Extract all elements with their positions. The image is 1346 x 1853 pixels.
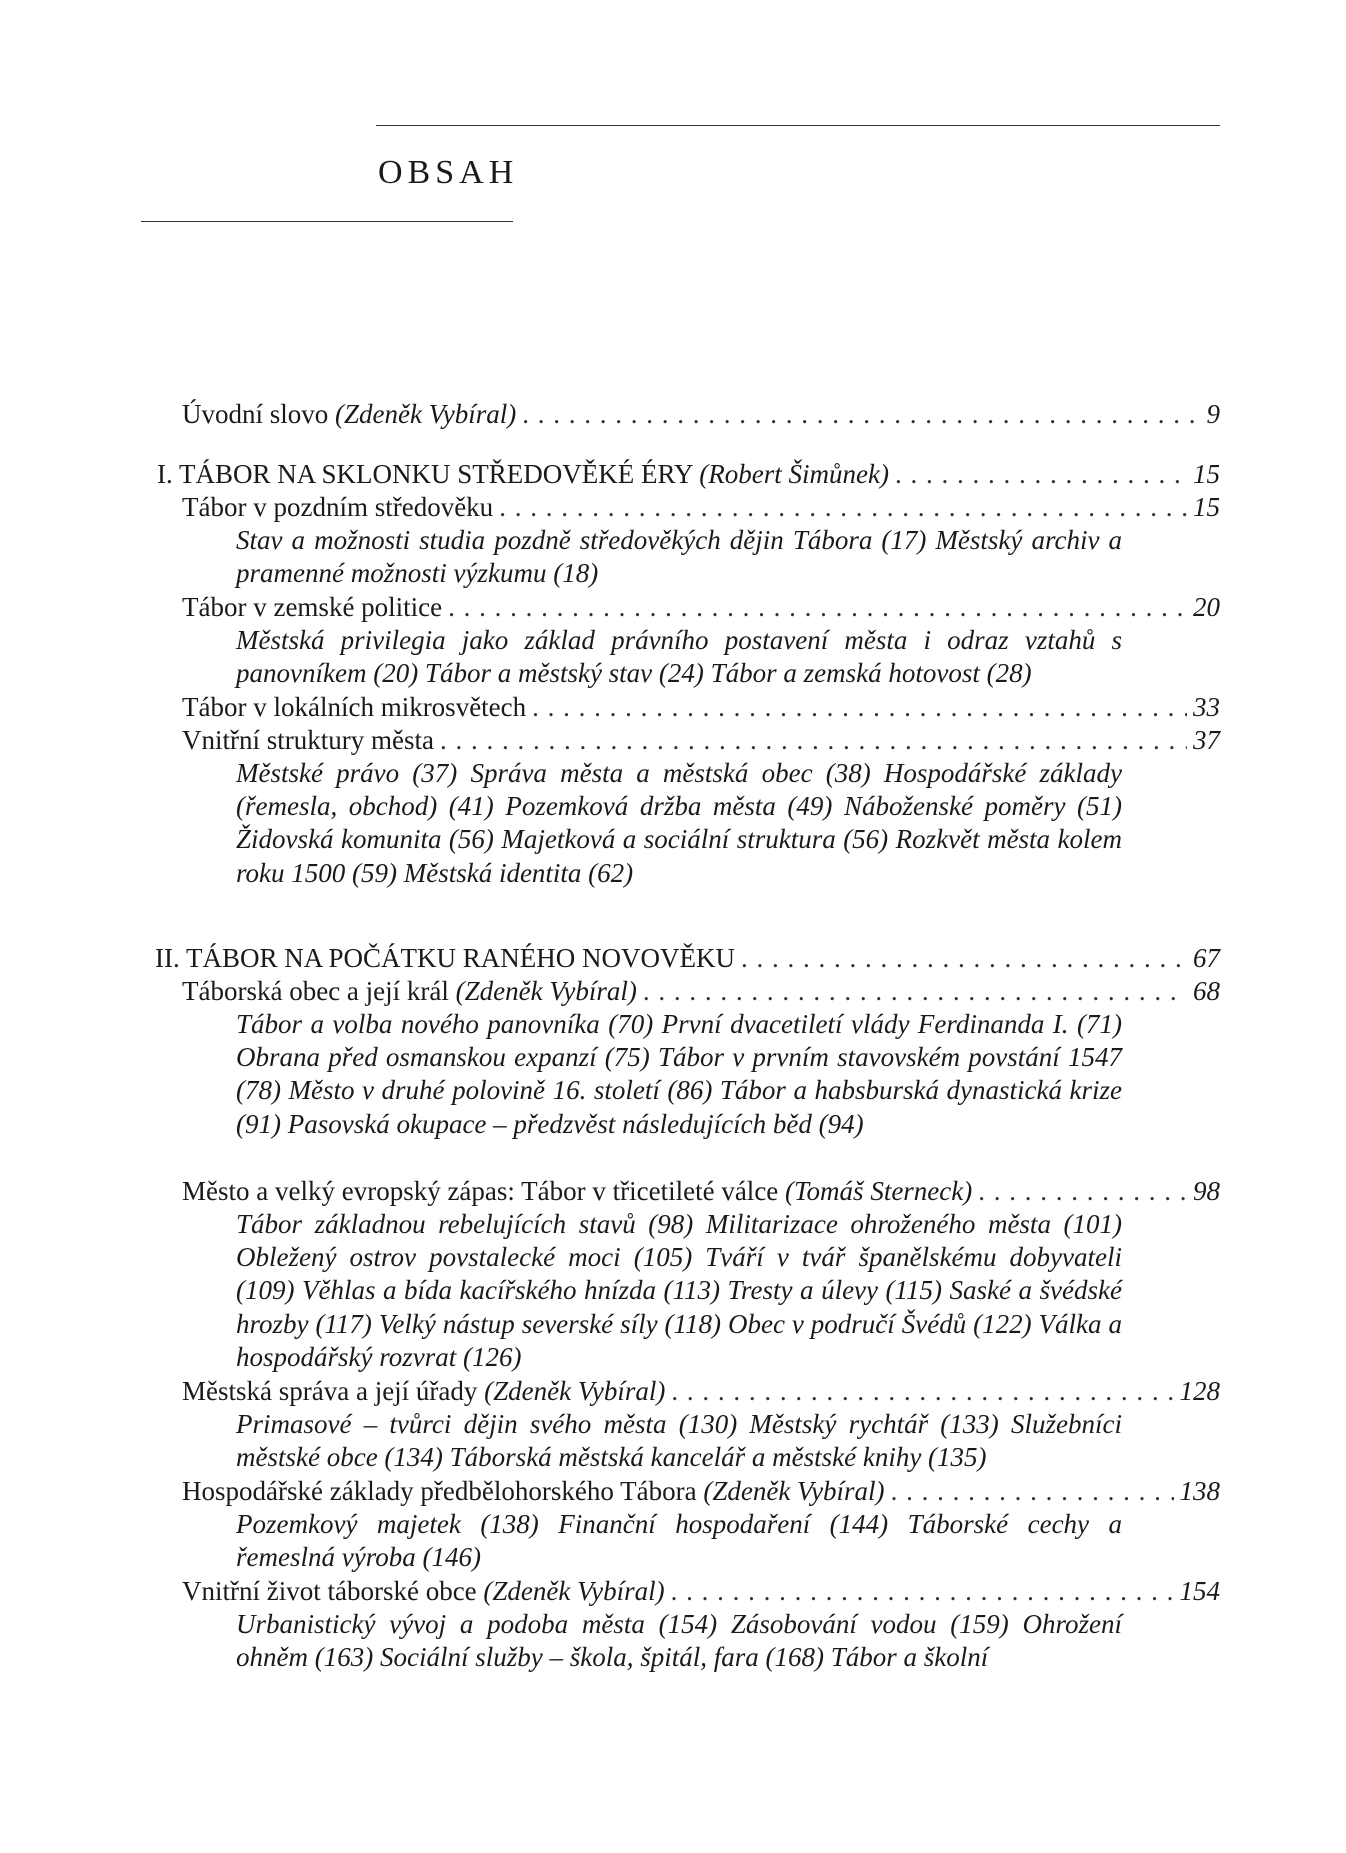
leader-dots xyxy=(895,458,1187,491)
leader-dots xyxy=(522,398,1200,431)
entry-title: Tábor v zemské politice xyxy=(182,592,443,622)
page-number: 68 xyxy=(1193,976,1220,1006)
leader-dots xyxy=(499,491,1187,524)
entry-author: (Tomáš Sterneck) xyxy=(785,1176,973,1206)
entry-title: I. TÁBOR NA SKLONKU STŘEDOVĚKÉ ÉRY xyxy=(157,459,693,489)
entry-subtopics: Primasové – tvůrci dějin svého města (130) Městský rychtář (133) Služebníci městské obce (134) Táborská městská kancelář a městské knihy (135) xyxy=(236,1409,1122,1473)
entry-title: Vnitřní struktury města xyxy=(182,725,434,755)
entry-title: Město a velký evropský zápas: Tábor v třicetileté válce xyxy=(182,1176,779,1206)
entry-subtopics: Urbanistický vývoj a podoba města (154) Zásobování vodou (159) Ohrožení ohněm (163) Sociální služby – škola, špitál, fara (168) Tábor a školní xyxy=(236,1609,1122,1673)
toc-entry-part1[interactable] xyxy=(157,458,1220,491)
toc-entry-p2c2[interactable] xyxy=(182,1175,1220,1208)
leader-dots xyxy=(671,1575,1174,1608)
toc-entry-p1c2[interactable] xyxy=(182,591,1220,624)
leader-dots xyxy=(978,1175,1187,1208)
top-rule xyxy=(376,125,1220,126)
toc-entry-p1c1[interactable] xyxy=(182,491,1220,524)
toc-entry-p2c5[interactable] xyxy=(182,1575,1220,1608)
page-number: 37 xyxy=(1193,725,1220,755)
entry-title: II. TÁBOR NA POČÁTKU RANÉHO NOVOVĚKU xyxy=(155,943,735,973)
toc-entry-p2c4[interactable] xyxy=(182,1475,1220,1508)
entry-title: Hospodářské základy předbělohorského Tábora xyxy=(182,1476,697,1506)
toc-entry-p1c4[interactable] xyxy=(182,724,1220,757)
page-number: 154 xyxy=(1179,1576,1220,1606)
entry-author: (Robert Šimůnek) xyxy=(699,459,889,489)
page-number: 33 xyxy=(1193,692,1220,722)
entry-title: Úvodní slovo xyxy=(182,399,329,429)
entry-subtopics: Pozemkový majetek (138) Finanční hospodaření (144) Táborské cechy a řemeslná výroba (146) xyxy=(236,1509,1122,1573)
leader-dots xyxy=(448,591,1187,624)
page-number: 15 xyxy=(1193,459,1220,489)
leader-dots xyxy=(671,1375,1173,1408)
entry-author: (Zdeněk Vybíral) xyxy=(455,976,637,1006)
entry-subtopics: Městská privilegia jako základ právního postavení města i odraz vztahů s panovníkem (20) Tábor a městský stav (24) Tábor a zemská hotovost (28) xyxy=(236,625,1122,689)
entry-title: Tábor v pozdním středověku xyxy=(182,492,494,522)
entry-title: Táborská obec a její král xyxy=(182,976,449,1006)
entry-subtopics: Městské právo (37) Správa města a městská obec (38) Hospodářské základy (řemesla, obchod) (41) Pozemková držba města (49) Náboženské poměry (51) Židovská komunita (56) Majetková a sociální struktura (56) Rozkvět města kolem roku 1500 (59) Městská identita (62) xyxy=(236,758,1122,888)
leader-dots xyxy=(741,942,1187,975)
page-title: OBSAH xyxy=(378,154,519,191)
entry-title: Tábor v lokálních mikrosvětech xyxy=(182,692,527,722)
entry-title: Vnitřní život táborské obce xyxy=(182,1576,477,1606)
entry-author: (Zdeněk Vybíral) xyxy=(703,1476,885,1506)
leader-dots xyxy=(643,975,1187,1008)
page-number: 15 xyxy=(1193,492,1220,522)
page-number: 128 xyxy=(1179,1376,1220,1406)
toc-entry-part2[interactable] xyxy=(155,942,1220,975)
entry-subtopics: Tábor základnou rebelujících stavů (98) Militarizace ohroženého města (101) Obležený ostrov povstalecké moci (105) Tváří v tvář španělskému dobyvateli (109) Věhlas a bída kacířského hnízda (113) Tresty a úlevy (115) Saské a švédské hrozby (117) Velký nástup severské síly (118) Obec v područí Švédů (122) Válka a hospodářský rozvrat (126) xyxy=(236,1209,1122,1372)
toc-entry-p2c1[interactable] xyxy=(182,975,1220,1008)
page-number: 98 xyxy=(1193,1176,1220,1206)
entry-subtopics: Tábor a volba nového panovníka (70) První dvacetiletí vlády Ferdinanda I. (71) Obrana před osmanskou expanzí (75) Tábor v prvním stavovském povstání 1547 (78) Město v druhé polovině 16. století (86) Tábor a habsburská dynastická krize (91) Pasovská okupace – předzvěst následujících běd (94) xyxy=(236,1009,1122,1139)
leader-dots xyxy=(891,1475,1174,1508)
leader-dots xyxy=(532,691,1187,724)
entry-subtopics: Stav a možnosti studia pozdně středověkých dějin Tábora (17) Městský archiv a pramenné možnosti výzkumu (18) xyxy=(236,525,1122,589)
entry-title: Městská správa a její úřady xyxy=(182,1376,478,1406)
page-number: 138 xyxy=(1179,1476,1220,1506)
entry-author: (Zdeněk Vybíral) xyxy=(484,1376,666,1406)
heading-rule xyxy=(141,221,513,222)
entry-author: (Zdeněk Vybíral) xyxy=(335,399,517,429)
page-number: 67 xyxy=(1193,943,1220,973)
toc-entry-p1c3[interactable] xyxy=(182,691,1220,724)
toc-entry-p2c3[interactable] xyxy=(182,1375,1220,1408)
leader-dots xyxy=(440,724,1187,757)
entry-author: (Zdeněk Vybíral) xyxy=(483,1576,665,1606)
page-number: 9 xyxy=(1206,399,1220,429)
toc-entry-intro[interactable] xyxy=(182,398,1220,431)
page-number: 20 xyxy=(1193,592,1220,622)
